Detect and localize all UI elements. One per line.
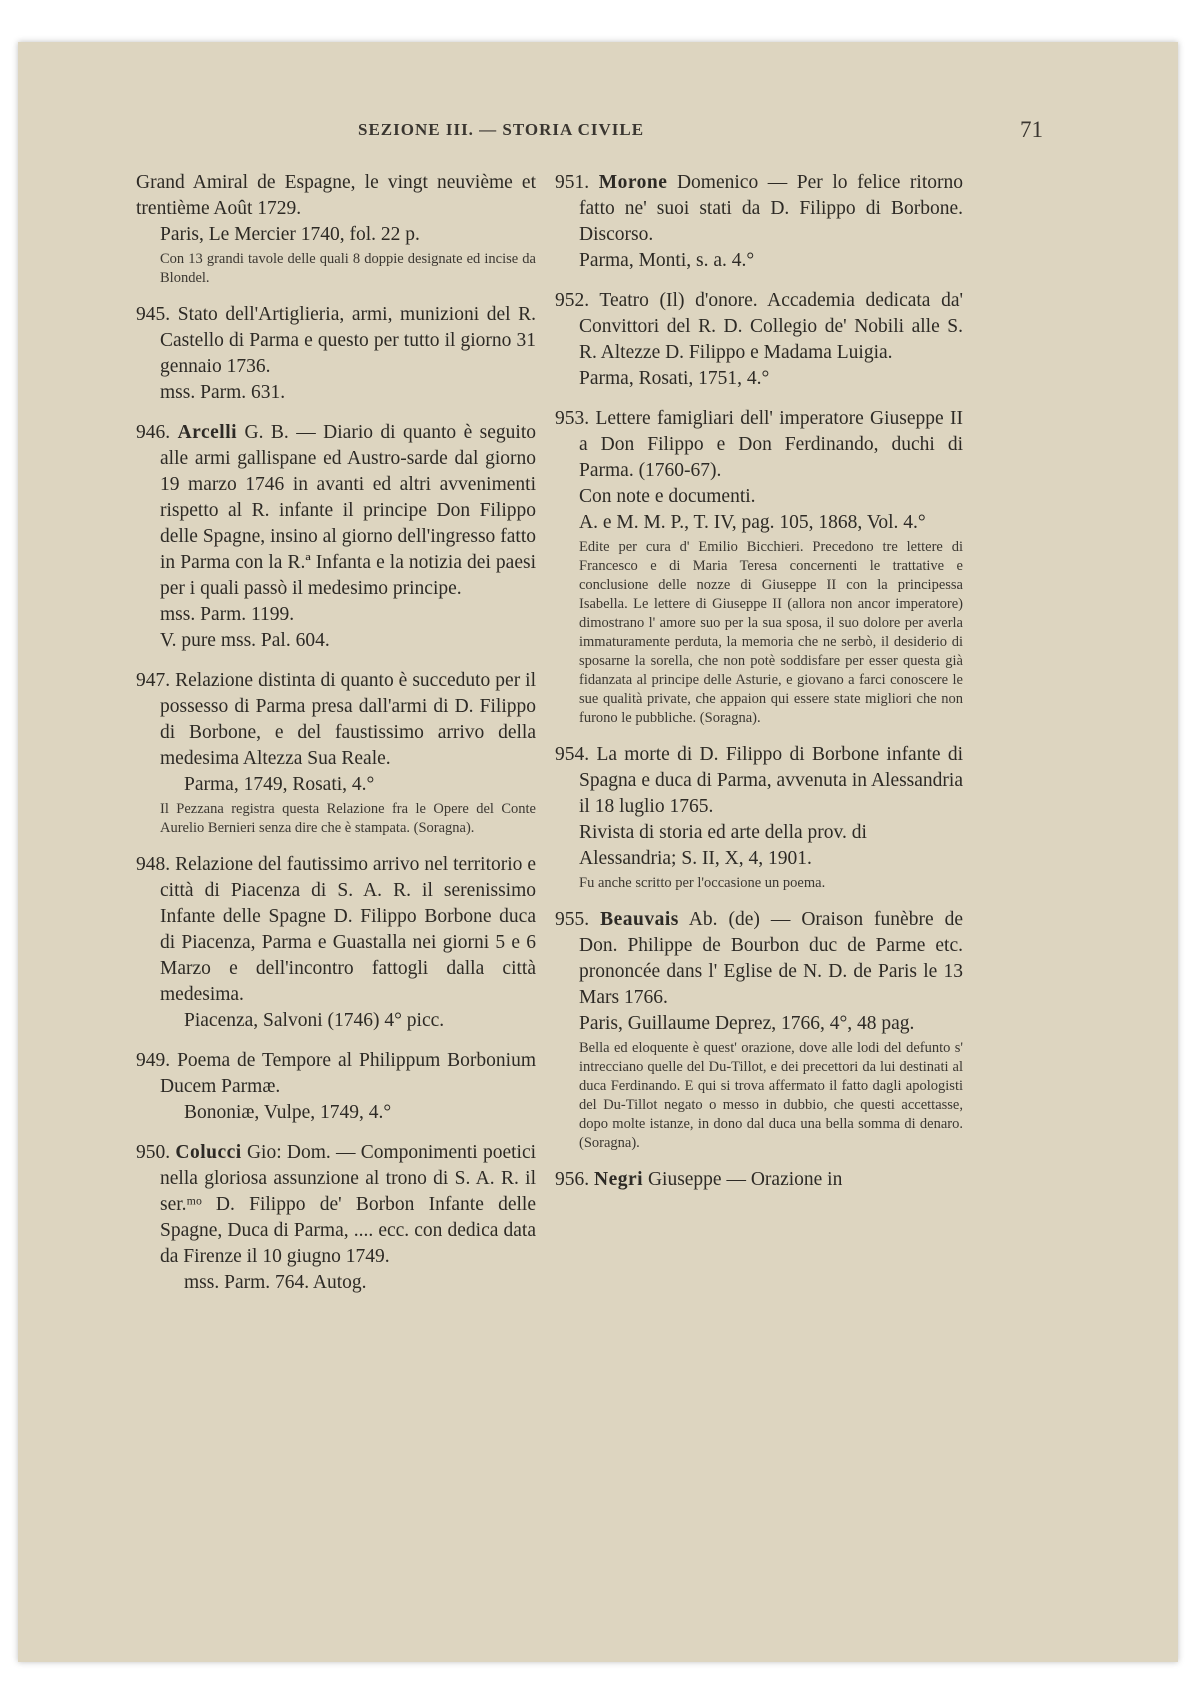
entry-number: 952. — [555, 290, 590, 311]
entry-imprint: Rivista di storia ed arte della prov. di Alessandria; S. II, X, 4, 1901. — [579, 822, 867, 869]
right-column — [555, 170, 963, 1207]
entry-956 — [555, 1167, 963, 1193]
entry-body — [555, 742, 963, 820]
entry-text: Grand Amiral de Espagne, le vingt neuvième et trentième Août 1729. — [136, 172, 536, 219]
entry-body — [136, 420, 536, 602]
entry-imprint: Bononiæ, Vulpe, 1749, 4.° — [184, 1102, 392, 1123]
entry-953 — [555, 406, 963, 728]
entry-number: 953. — [555, 408, 590, 429]
entry-950 — [136, 1140, 536, 1296]
entry-imprint: Parma, Monti, s. a. 4.° — [579, 250, 755, 271]
running-head — [18, 117, 1178, 150]
entry-imprint: mss. Parm. 764. Autog. — [184, 1272, 367, 1293]
entry-body — [555, 907, 963, 1011]
entry-imprint-2: A. e M. M. P., T. IV, pag. 105, 1868, Vol. 4.° — [579, 512, 926, 533]
entry-imprint: Paris, Guillaume Deprez, 1766, 4°, 48 pag. — [579, 1013, 915, 1034]
entry-note: Edite per cura d' Emilio Bicchieri. Precedono tre lettere di Francesco e di Maria Teresa concernenti le trattative e conclusione delle nozze di Giuseppe II con la principessa Isabella. Le lettere di Giuseppe II (allora non ancor imperatore) dimostrano l' amore suo per la sua sposa, il suo dolore per averla immaturamente perduta, la memoria che ne serbò, il desiderio di sposarne la sorella, che non potè soddisfare per esser questa già fidanzata al principe delle Asturie, e giovano a farci conoscere le sue qualità private, che appaion qui essere state migliori che non furono le pubbliche. (Soragna). — [579, 539, 963, 726]
entry-imprint: Paris, Le Mercier 1740, fol. 22 p. — [160, 224, 420, 245]
entry-note: Fu anche scritto per l'occasione un poema. — [579, 875, 826, 891]
entry-text: Stato dell'Artiglieria, armi, munizioni del R. Castello di Parma e questo per tutto il giorno 31 gennaio 1736. — [160, 304, 536, 377]
entry-imprint: Con note e documenti. — [579, 486, 756, 507]
entry-note: Bella ed eloquente è quest' orazione, dove alle lodi del defunto s' intrecciano quelle del Du-Tillot, e dei precettori da lui destinati al duca Ferdinando. E qui si trova affermato il fatto dagli apologisti del Du-Tillot negato o messo in dubbio, che questi accettasse, dopo molte istanze, in dono dal duca una bella somma di denaro. (Soragna). — [579, 1040, 963, 1151]
entry-body — [136, 302, 536, 380]
entry-949 — [136, 1048, 536, 1126]
entry-imprint: Piacenza, Salvoni (1746) 4° picc. — [184, 1010, 445, 1031]
running-title: SEZIONE III. — STORIA CIVILE — [358, 120, 645, 139]
entry-body — [136, 1048, 536, 1100]
entry-imprint: mss. Parm. 631. — [160, 382, 286, 403]
left-column — [136, 170, 536, 1310]
entry-text: G. B. — Diario di quanto è seguito alle armi gallispane ed Austro-sarde dal giorno 19 marzo 1746 in avanti ed altri avvenimenti rispetto al R. infante il principe Don Filippo delle Spagne, insino al giorno dell'ingresso fatto in Parma con la R.ª Infanta e la notizia dei paesi per i quali passò il medesimo principe. — [160, 422, 536, 599]
entry-number: 945. — [136, 304, 171, 325]
entry-945 — [136, 302, 536, 406]
entry-number: 955. — [555, 909, 590, 930]
entry-946 — [136, 420, 536, 654]
entry-text: Giuseppe — Orazione in — [647, 1169, 843, 1190]
entry-955 — [555, 907, 963, 1153]
entry-note: Il Pezzana registra questa Relazione fra le Opere del Conte Aurelio Bernieri senza dire che è stampata. (Soragna). — [160, 801, 536, 836]
entry-author: Morone — [598, 172, 668, 193]
entry-text: Lettere famigliari dell' imperatore Giuseppe II a Don Filippo e Don Ferdinando, duchi di Parma. (1760-67). — [579, 408, 964, 481]
entry-text: Relazione del fautissimo arrivo nel territorio e città di Piacenza di S. A. R. il serenissimo Infante delle Spagne D. Filippo Borbone duca di Piacenza, Parma e Guastalla nei giorni 5 e 6 Marzo e dell'incontro fattogli dalla città medesima. — [160, 854, 536, 1005]
entry-text: La morte di D. Filippo di Borbone infante di Spagna e duca di Parma, avvenuta in Alessandria il 18 luglio 1765. — [579, 744, 964, 817]
entry-text: Ab. (de) — Oraison funèbre de Don. Philippe de Bourbon duc de Parme etc. prononcée dans l' Eglise de N. D. de Paris le 13 Mars 1766. — [579, 909, 963, 1008]
entry-imprint: mss. Parm. 1199. — [160, 604, 295, 625]
entry-952 — [555, 288, 963, 392]
entry-951 — [555, 170, 963, 274]
entry-number: 949. — [136, 1050, 171, 1071]
entry-author: Colucci — [175, 1142, 242, 1163]
entry-944-continuation — [136, 170, 536, 288]
entry-imprint: Parma, 1749, Rosati, 4.° — [184, 774, 375, 795]
entry-author: Arcelli — [177, 422, 238, 443]
entry-body — [136, 852, 536, 1008]
entry-number: 950. — [136, 1142, 171, 1163]
entry-948 — [136, 852, 536, 1034]
entry-number: 948. — [136, 854, 171, 875]
entry-author: Beauvais — [600, 909, 679, 930]
scanned-page — [18, 42, 1178, 1662]
entry-body — [555, 288, 963, 366]
entry-body — [136, 668, 536, 772]
entry-note: Con 13 grandi tavole delle quali 8 doppie designate ed incise da Blondel. — [160, 251, 536, 286]
entry-number: 954. — [555, 744, 590, 765]
entry-text: Gio: Dom. — Componimenti poetici nella gloriosa assunzione al trono di S. A. R. il ser.ᵐᵒ D. Filippo de' Borbon Infante delle Spagne, Duca di Parma, .... ecc. con dedica data da Firenze il 10 giugno 1749. — [160, 1142, 537, 1267]
entry-body — [555, 170, 963, 248]
entry-text: Teatro (Il) d'onore. Accademia dedicata da' Convittori del R. D. Collegio de' Nobili alle S. R. Altezze D. Filippo e Madama Luigia. — [579, 290, 963, 363]
entry-text: Relazione distinta di quanto è succeduto per il possesso di Parma presa dall'armi di D. Filippo di Borbone, e del faustissimo arrivo della medesima Altezza Sua Reale. — [160, 670, 537, 769]
entry-947 — [136, 668, 536, 838]
entry-body — [555, 406, 963, 484]
entry-number: 946. — [136, 422, 171, 443]
entry-body — [555, 1167, 963, 1193]
page-number: 71 — [1020, 117, 1043, 142]
entry-body — [136, 1140, 536, 1270]
entry-text: Poema de Tempore al Philippum Borbonium Ducem Parmæ. — [160, 1050, 537, 1097]
entry-number: 956. — [555, 1169, 590, 1190]
entry-954 — [555, 742, 963, 893]
entry-author: Negri — [594, 1169, 644, 1190]
entry-text: Domenico — Per lo felice ritorno fatto ne' suoi stati da D. Filippo di Borbone. Discorso. — [579, 172, 964, 245]
entry-imprint: Parma, Rosati, 1751, 4.° — [579, 368, 770, 389]
entry-number: 951. — [555, 172, 590, 193]
entry-imprint-2: V. pure mss. Pal. 604. — [160, 630, 330, 651]
entry-number: 947. — [136, 670, 171, 691]
